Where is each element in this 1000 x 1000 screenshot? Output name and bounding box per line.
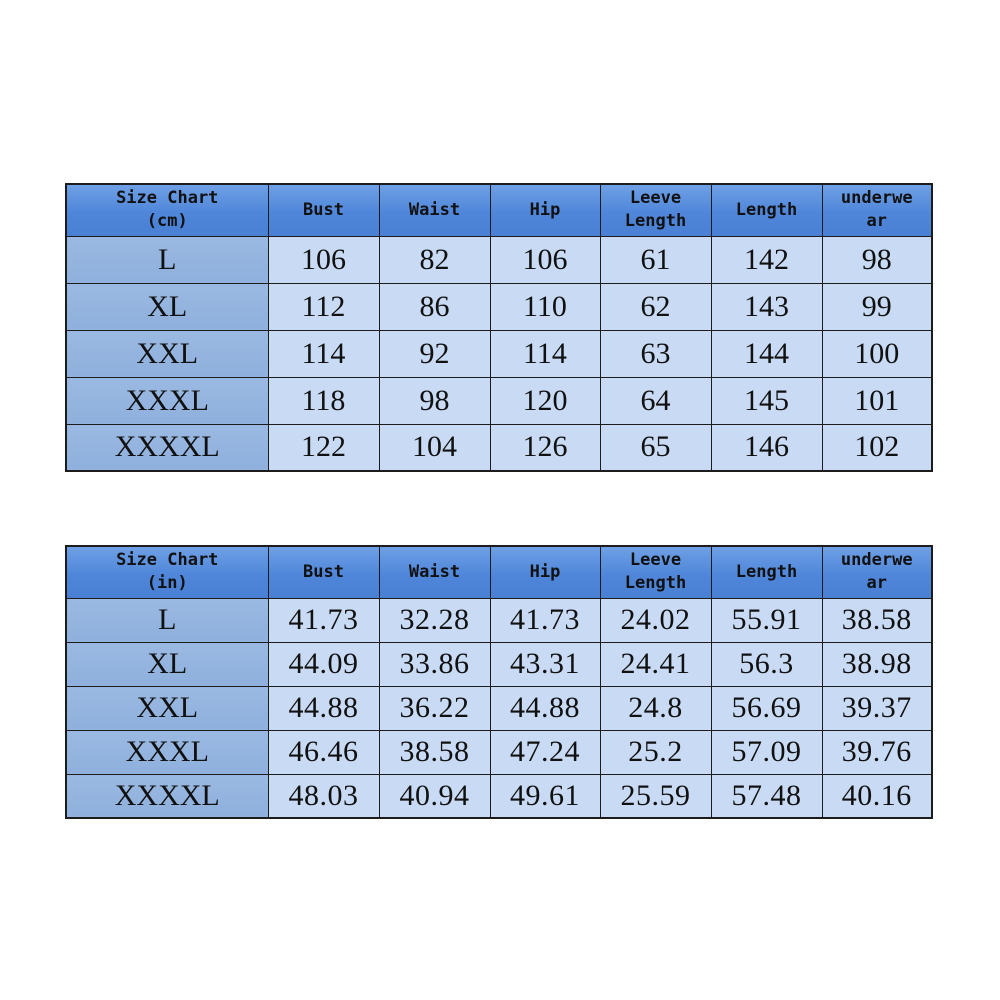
measurement-cell-leeve-length: 24.02 [600,598,711,642]
size-chart-table-in [65,545,933,819]
column-header-label: Bust [303,199,344,220]
column-header-underwear [822,184,932,236]
size-label-cell: XL [66,283,268,330]
size-label-cell: XXXXL [66,424,268,471]
column-header-label: Leeve [629,550,682,571]
measurement-cell-leeve-length: 25.59 [600,774,711,818]
measurement-cell-waist: 98 [379,377,490,424]
column-header-label: Waist [408,561,461,582]
measurement-cell-hip: 106 [490,236,600,283]
table-row [66,598,932,642]
measurement-cell-bust: 46.46 [268,730,379,774]
measurement-cell-leeve-length: 64 [600,377,711,424]
measurement-cell-waist: 38.58 [379,730,490,774]
measurement-cell-waist: 36.22 [379,686,490,730]
measurement-cell-hip: 126 [490,424,600,471]
measurement-cell-underwear: 39.37 [822,686,932,730]
column-header-length [711,184,822,236]
measurement-cell-length: 57.09 [711,730,822,774]
measurement-cell-hip: 41.73 [490,598,600,642]
column-header-label: underwe [840,550,913,571]
measurement-cell-length: 55.91 [711,598,822,642]
measurement-cell-hip: 43.31 [490,642,600,686]
measurement-cell-bust: 112 [268,283,379,330]
measurement-cell-length: 143 [711,283,822,330]
measurement-cell-underwear: 38.98 [822,642,932,686]
column-header-leeve-length [600,184,711,236]
table-row [66,424,932,471]
measurement-cell-length: 144 [711,330,822,377]
measurement-cell-leeve-length: 25.2 [600,730,711,774]
measurement-cell-underwear: 98 [822,236,932,283]
measurement-cell-waist: 32.28 [379,598,490,642]
column-header-label: Hip [529,199,561,220]
measurement-cell-leeve-length: 24.8 [600,686,711,730]
column-header-leeve-length [600,546,711,598]
column-header-hip [490,546,600,598]
size-label-cell: XXXL [66,730,268,774]
measurement-cell-underwear: 99 [822,283,932,330]
size-label-cell: XXL [66,686,268,730]
table-row [66,686,932,730]
column-header-bust [268,184,379,236]
measurement-cell-underwear: 38.58 [822,598,932,642]
measurement-cell-hip: 47.24 [490,730,600,774]
measurement-cell-waist: 92 [379,330,490,377]
measurement-cell-length: 57.48 [711,774,822,818]
measurement-cell-length: 142 [711,236,822,283]
measurement-cell-bust: 41.73 [268,598,379,642]
size-chart-title-header [66,546,268,598]
header-row [66,546,932,598]
size-label-cell: XXXXL [66,774,268,818]
column-header-hip [490,184,600,236]
column-header-label: Leeve [629,188,682,209]
size-label-cell: XL [66,642,268,686]
measurement-cell-bust: 48.03 [268,774,379,818]
size-label-cell: XXXL [66,377,268,424]
measurement-cell-length: 56.3 [711,642,822,686]
column-header-label: Hip [529,561,561,582]
table-row [66,330,932,377]
column-header-length [711,546,822,598]
header-title-line: (in) [146,573,188,594]
measurement-cell-length: 56.69 [711,686,822,730]
measurement-cell-hip: 49.61 [490,774,600,818]
table-row [66,642,932,686]
measurement-cell-hip: 110 [490,283,600,330]
measurement-cell-waist: 104 [379,424,490,471]
measurement-cell-underwear: 39.76 [822,730,932,774]
measurement-cell-underwear: 100 [822,330,932,377]
column-header-waist [379,546,490,598]
measurement-cell-bust: 106 [268,236,379,283]
measurement-cell-bust: 114 [268,330,379,377]
measurement-cell-leeve-length: 62 [600,283,711,330]
column-header-underwear [822,546,932,598]
column-header-label: Waist [408,199,461,220]
measurement-cell-leeve-length: 63 [600,330,711,377]
size-chart-table-cm [65,183,933,472]
measurement-cell-underwear: 102 [822,424,932,471]
header-title-line: Size Chart [116,550,219,571]
column-header-label: ar [866,573,887,594]
measurement-cell-waist: 40.94 [379,774,490,818]
table-row [66,283,932,330]
table-row [66,377,932,424]
column-header-label: underwe [840,188,913,209]
measurement-cell-bust: 44.09 [268,642,379,686]
table-row [66,730,932,774]
column-header-label: Length [624,573,687,594]
size-label-cell: L [66,598,268,642]
measurement-cell-underwear: 101 [822,377,932,424]
size-label-cell: L [66,236,268,283]
table-row [66,236,932,283]
measurement-cell-length: 145 [711,377,822,424]
measurement-cell-hip: 114 [490,330,600,377]
header-row [66,184,932,236]
measurement-cell-waist: 82 [379,236,490,283]
column-header-waist [379,184,490,236]
column-header-label: Length [735,199,798,220]
header-title-line: (cm) [146,211,188,232]
column-header-label: Length [624,211,687,232]
measurement-cell-leeve-length: 24.41 [600,642,711,686]
column-header-label: ar [866,211,887,232]
measurement-cell-bust: 118 [268,377,379,424]
measurement-cell-leeve-length: 61 [600,236,711,283]
measurement-cell-waist: 86 [379,283,490,330]
column-header-label: Length [735,561,798,582]
table-row [66,774,932,818]
measurement-cell-length: 146 [711,424,822,471]
measurement-cell-hip: 44.88 [490,686,600,730]
measurement-cell-underwear: 40.16 [822,774,932,818]
measurement-cell-bust: 122 [268,424,379,471]
size-chart-title-header [66,184,268,236]
measurement-cell-waist: 33.86 [379,642,490,686]
header-title-line: Size Chart [116,188,219,209]
column-header-bust [268,546,379,598]
column-header-label: Bust [303,561,344,582]
measurement-cell-bust: 44.88 [268,686,379,730]
measurement-cell-leeve-length: 65 [600,424,711,471]
measurement-cell-hip: 120 [490,377,600,424]
size-label-cell: XXL [66,330,268,377]
